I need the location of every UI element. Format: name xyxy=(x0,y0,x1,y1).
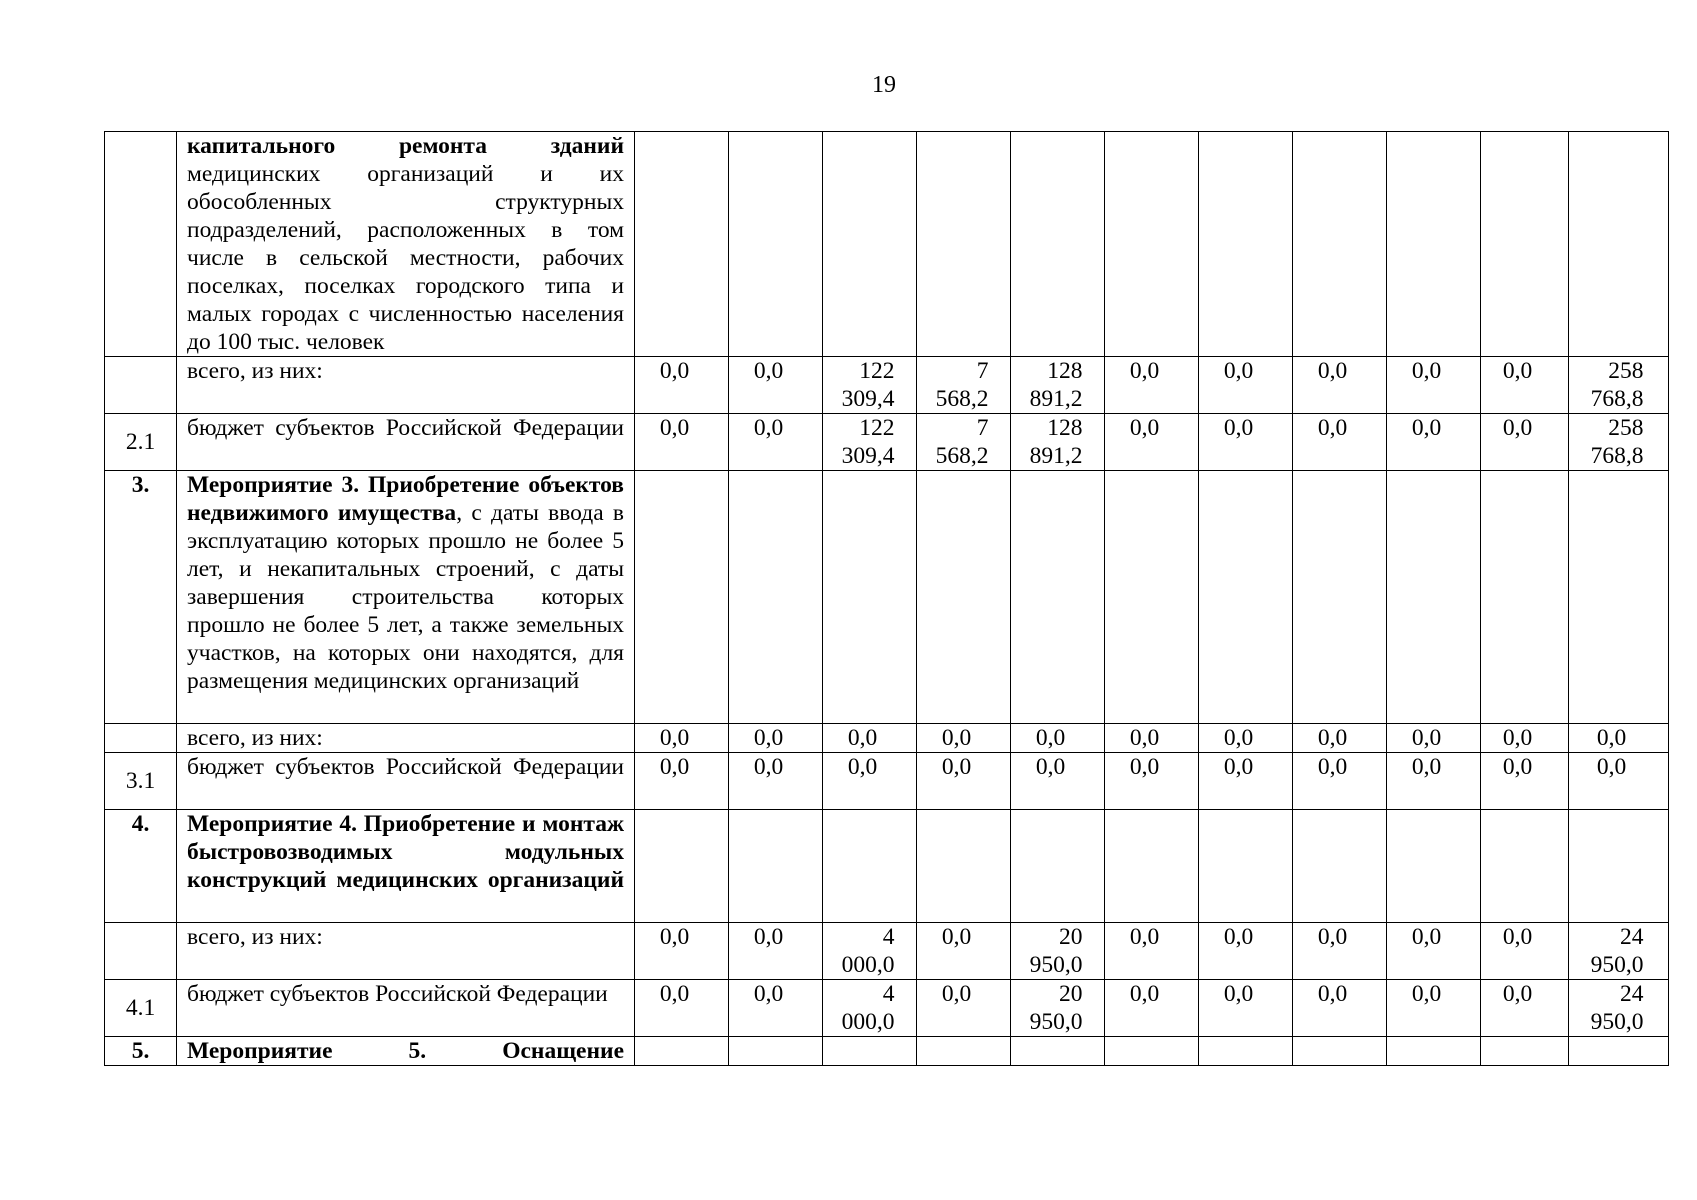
value-cell xyxy=(823,923,917,980)
row-number: 4.1 xyxy=(105,980,177,1037)
value-cell: 0,0 xyxy=(635,414,729,471)
value-cell xyxy=(635,1037,729,1066)
value-cell: 0,0 xyxy=(1011,724,1105,753)
row-description xyxy=(177,132,635,357)
value-cell xyxy=(1481,471,1569,724)
description-text: бюджет субъектов Российской Федерации xyxy=(187,981,608,1007)
value-cell xyxy=(1293,471,1387,724)
value-cell xyxy=(1481,810,1569,923)
value-cell xyxy=(1011,357,1105,414)
description-text: медицинских организаций и их обособленных структурных подразделений, расположенных в том числе в сельской местности, рабочих поселках, поселках городского типа и малых городах с численностью населения до 100 тыс. человек xyxy=(187,161,624,355)
value-cell: 0,0 xyxy=(1481,753,1569,810)
value-cell: 0,0 xyxy=(729,724,823,753)
value-text: 258 768,8 xyxy=(1590,358,1644,412)
value-cell xyxy=(823,414,917,471)
description-bold: капитального ремонта зданий xyxy=(187,133,624,159)
value-cell: 0,0 xyxy=(1105,724,1199,753)
table-row xyxy=(105,980,1669,1037)
value-text: 7 568,2 xyxy=(935,358,989,412)
value-cell xyxy=(1293,132,1387,357)
value-cell: 0,0 xyxy=(1481,414,1569,471)
value-cell: 0,0 xyxy=(635,753,729,810)
value-cell xyxy=(1387,1037,1481,1066)
value-cell xyxy=(1011,132,1105,357)
value-cell: 0,0 xyxy=(1199,753,1293,810)
description-bold: Мероприятие 4. Приобретение и монтаж быстровозводимых модульных конструкций медицинских организаций xyxy=(187,811,624,893)
value-text: 7 568,2 xyxy=(935,415,989,469)
value-cell: 0,0 xyxy=(917,923,1011,980)
row-number: 3.1 xyxy=(105,753,177,810)
row-number xyxy=(105,357,177,414)
value-cell: 0,0 xyxy=(1387,414,1481,471)
value-cell: 0,0 xyxy=(729,753,823,810)
row-number: 3. xyxy=(105,471,177,724)
value-cell: 0,0 xyxy=(823,724,917,753)
value-cell: 0,0 xyxy=(917,724,1011,753)
value-cell: 0,0 xyxy=(1481,980,1569,1037)
table-row xyxy=(105,1037,1669,1066)
value-cell xyxy=(1569,471,1669,724)
value-text: 4 000,0 xyxy=(841,924,895,978)
value-cell xyxy=(823,1037,917,1066)
table-row xyxy=(105,357,1669,414)
table-row xyxy=(105,471,1669,724)
value-cell xyxy=(1569,810,1669,923)
table-row xyxy=(105,923,1669,980)
value-cell: 0,0 xyxy=(1481,923,1569,980)
value-cell: 0,0 xyxy=(1293,357,1387,414)
value-cell: 0,0 xyxy=(1569,724,1669,753)
value-text: 20 950,0 xyxy=(1029,981,1083,1035)
value-cell: 0,0 xyxy=(917,753,1011,810)
value-cell xyxy=(1105,132,1199,357)
value-cell: 0,0 xyxy=(1387,357,1481,414)
value-cell: 0,0 xyxy=(1105,753,1199,810)
value-cell: 0,0 xyxy=(1199,923,1293,980)
value-cell xyxy=(1199,1037,1293,1066)
value-text: 258 768,8 xyxy=(1590,415,1644,469)
description-bold: Мероприятие 3. Приобретение объектов недвижимого имущества xyxy=(187,472,624,526)
value-cell xyxy=(1569,357,1669,414)
value-cell xyxy=(1481,132,1569,357)
value-cell xyxy=(635,810,729,923)
value-cell xyxy=(1569,414,1669,471)
value-text: 128 891,2 xyxy=(1029,415,1083,469)
row-description xyxy=(177,923,635,980)
value-cell: 0,0 xyxy=(1293,980,1387,1037)
value-cell xyxy=(1011,923,1105,980)
row-description xyxy=(177,724,635,753)
value-cell xyxy=(917,810,1011,923)
value-cell: 0,0 xyxy=(1011,753,1105,810)
value-text: 4 000,0 xyxy=(841,981,895,1035)
value-cell xyxy=(1105,1037,1199,1066)
description-text: бюджет субъектов Российской Федерации xyxy=(187,754,624,780)
value-cell xyxy=(823,471,917,724)
value-cell: 0,0 xyxy=(635,923,729,980)
value-cell xyxy=(1481,1037,1569,1066)
value-cell xyxy=(1011,980,1105,1037)
value-text: 24 950,0 xyxy=(1590,924,1644,978)
value-cell: 0,0 xyxy=(1387,923,1481,980)
value-cell xyxy=(1105,810,1199,923)
row-number: 2.1 xyxy=(105,414,177,471)
value-cell: 0,0 xyxy=(1387,724,1481,753)
value-cell xyxy=(917,414,1011,471)
value-cell: 0,0 xyxy=(1293,753,1387,810)
value-cell: 0,0 xyxy=(729,923,823,980)
value-cell xyxy=(1011,810,1105,923)
value-cell: 0,0 xyxy=(823,753,917,810)
value-cell: 0,0 xyxy=(1199,414,1293,471)
value-cell: 0,0 xyxy=(1293,724,1387,753)
value-cell: 0,0 xyxy=(1199,980,1293,1037)
row-number xyxy=(105,923,177,980)
value-cell xyxy=(729,471,823,724)
value-cell xyxy=(729,132,823,357)
row-description xyxy=(177,753,635,810)
table-row xyxy=(105,753,1669,810)
value-cell xyxy=(635,132,729,357)
value-cell xyxy=(1293,1037,1387,1066)
row-description xyxy=(177,980,635,1037)
value-cell: 0,0 xyxy=(1199,724,1293,753)
value-cell xyxy=(729,810,823,923)
value-cell xyxy=(917,357,1011,414)
value-cell: 0,0 xyxy=(1105,357,1199,414)
value-cell xyxy=(1199,471,1293,724)
value-cell xyxy=(823,132,917,357)
description-text: всего, из них: xyxy=(187,725,323,751)
value-cell: 0,0 xyxy=(729,980,823,1037)
value-text: 24 950,0 xyxy=(1590,981,1644,1035)
value-cell xyxy=(1569,132,1669,357)
row-description xyxy=(177,357,635,414)
value-cell xyxy=(1387,810,1481,923)
value-cell xyxy=(917,132,1011,357)
value-cell: 0,0 xyxy=(635,357,729,414)
row-description xyxy=(177,1037,635,1066)
row-number: 5. xyxy=(105,1037,177,1066)
value-cell xyxy=(1011,414,1105,471)
value-cell: 0,0 xyxy=(1293,414,1387,471)
row-description xyxy=(177,471,635,724)
value-cell xyxy=(823,357,917,414)
row-description xyxy=(177,810,635,923)
value-cell xyxy=(917,471,1011,724)
value-cell xyxy=(1387,471,1481,724)
table-row xyxy=(105,810,1669,923)
value-cell: 0,0 xyxy=(917,980,1011,1037)
value-cell: 0,0 xyxy=(1105,414,1199,471)
value-cell: 0,0 xyxy=(1387,753,1481,810)
table-row xyxy=(105,414,1669,471)
description-bold: Мероприятие 5. Оснащение xyxy=(187,1038,624,1064)
value-cell xyxy=(1569,1037,1669,1066)
description-text: бюджет субъектов Российской Федерации xyxy=(187,415,624,441)
description-text: всего, из них: xyxy=(187,924,323,950)
value-text: 122 309,4 xyxy=(841,415,895,469)
value-cell: 0,0 xyxy=(729,414,823,471)
table-body xyxy=(105,132,1669,1066)
value-cell xyxy=(917,1037,1011,1066)
value-cell: 0,0 xyxy=(1199,357,1293,414)
value-cell xyxy=(1387,132,1481,357)
value-cell: 0,0 xyxy=(635,980,729,1037)
row-description xyxy=(177,414,635,471)
value-cell: 0,0 xyxy=(1293,923,1387,980)
value-cell: 0,0 xyxy=(1387,980,1481,1037)
value-cell xyxy=(1199,810,1293,923)
value-cell xyxy=(729,1037,823,1066)
value-cell: 0,0 xyxy=(1569,753,1669,810)
value-text: 128 891,2 xyxy=(1029,358,1083,412)
value-cell: 0,0 xyxy=(1105,980,1199,1037)
value-cell: 0,0 xyxy=(1481,724,1569,753)
value-cell xyxy=(1011,471,1105,724)
row-number: 4. xyxy=(105,810,177,923)
value-cell xyxy=(1569,980,1669,1037)
value-cell: 0,0 xyxy=(635,724,729,753)
table-row xyxy=(105,724,1669,753)
budget-table xyxy=(104,131,1669,1066)
value-cell xyxy=(823,810,917,923)
value-cell xyxy=(635,471,729,724)
value-cell xyxy=(1293,810,1387,923)
value-cell: 0,0 xyxy=(729,357,823,414)
row-number xyxy=(105,132,177,357)
value-cell: 0,0 xyxy=(1481,357,1569,414)
value-cell: 0,0 xyxy=(1105,923,1199,980)
value-cell xyxy=(1199,132,1293,357)
value-cell xyxy=(823,980,917,1037)
page-number: 19 xyxy=(872,72,896,98)
value-cell xyxy=(1105,471,1199,724)
description-text: всего, из них: xyxy=(187,358,323,384)
value-text: 122 309,4 xyxy=(841,358,895,412)
table-row xyxy=(105,132,1669,357)
value-cell xyxy=(1011,1037,1105,1066)
value-text: 20 950,0 xyxy=(1029,924,1083,978)
row-number xyxy=(105,724,177,753)
description-text: , с даты ввода в эксплуатацию которых прошло не более 5 лет, и некапитальных строений, с даты завершения строительства которых прошло не более 5 лет, а также земельных участков, на которых они находятся, для размещения медицинских организаций xyxy=(187,500,624,694)
value-cell xyxy=(1569,923,1669,980)
